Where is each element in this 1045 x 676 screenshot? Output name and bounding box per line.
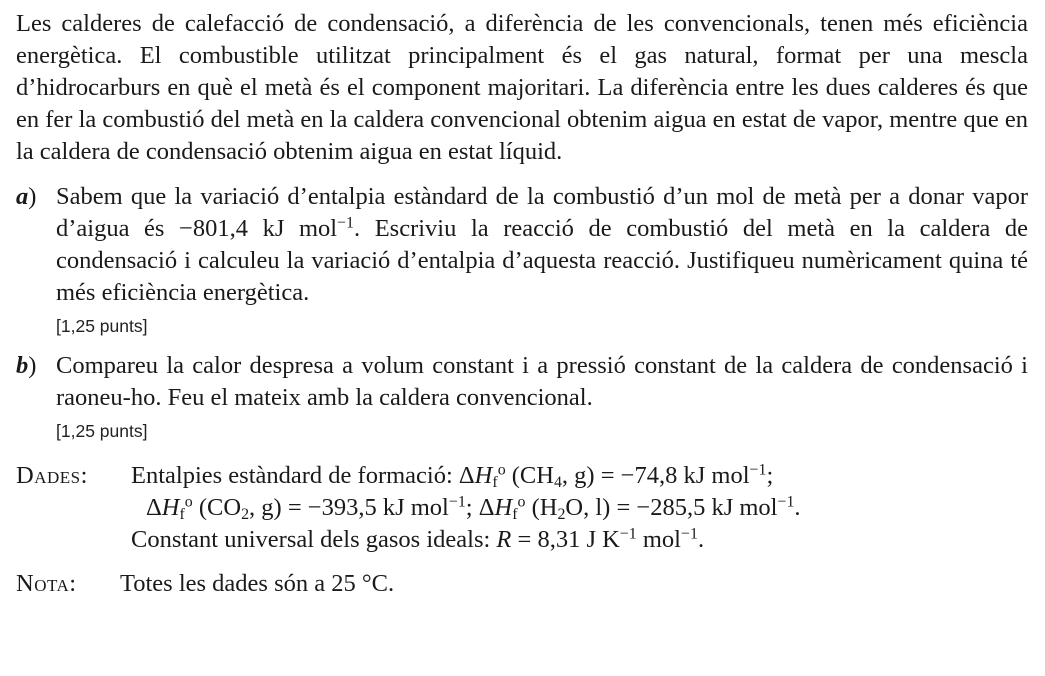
- data-label: Dades:: [16, 462, 88, 489]
- note-label: Nota:: [16, 570, 77, 597]
- question-a-letter: a): [16, 183, 37, 210]
- exam-question: [16, 8, 1028, 600]
- question-a-points: [1,25 punts]: [56, 316, 148, 336]
- question-b: [16, 350, 1028, 442]
- note-text: Totes les dades són a 25 °C.: [120, 570, 395, 597]
- question-b-points: [1,25 punts]: [56, 421, 148, 441]
- data-section: [16, 460, 1028, 556]
- question-b-letter: b): [16, 352, 37, 379]
- data-line-gas-constant: Constant universal dels gasos ideals: R = 8,31 J $K^{-1}$ mol$^{-1}$.: [131, 525, 705, 553]
- note-section: [16, 568, 1028, 600]
- intro-paragraph: Les calderes de calefacció de condensació, a diferència de les convencionals, tenen més eficiència energètica. El combustible utilitzat principalment és el gas natural, format per una mescla d’hidrocarburs en què el metà és el component majoritari. La diferència entre les dues calderes és que en fer la combustió del metà en la caldera convencional obtenim aigua en estat de vapor, mentre que en la caldera de condensació obtenim aigua en estat líquid.: [16, 10, 1028, 165]
- question-a-text: Sabem que la variació d’entalpia estàndard de la combustió d’un mol de metà per a donar vapor d’aigua és −801,4 kJ mol$^{-1}$. Escriviu la reacció de combustió del metà en la caldera de condensació i calculeu la variació d’entalpia d’aquesta reacció. Justifiqueu numèricament quina té més eficiència energètica.: [56, 183, 1028, 306]
- question-a: [16, 181, 1028, 337]
- question-b-text: Compareu la calor despresa a volum constant i a pressió constant de la caldera de condensació i raoneu-ho. Feu el mateix amb la caldera convencional.: [56, 352, 1028, 411]
- data-line-co2-h2o: $\Delta H_f^o$ ($CO_2$, g) = −393,5 kJ mol$^{-1}$; $\Delta H_f^o$ ($H_2O$, l) = −285,5 kJ mol$^{-1}$.: [146, 493, 801, 523]
- data-line-ch4: Entalpies estàndard de formació: $\Delta H_f^o$ ($CH_4$, g) = −74,8 kJ mol$^{-1}$;: [131, 461, 774, 491]
